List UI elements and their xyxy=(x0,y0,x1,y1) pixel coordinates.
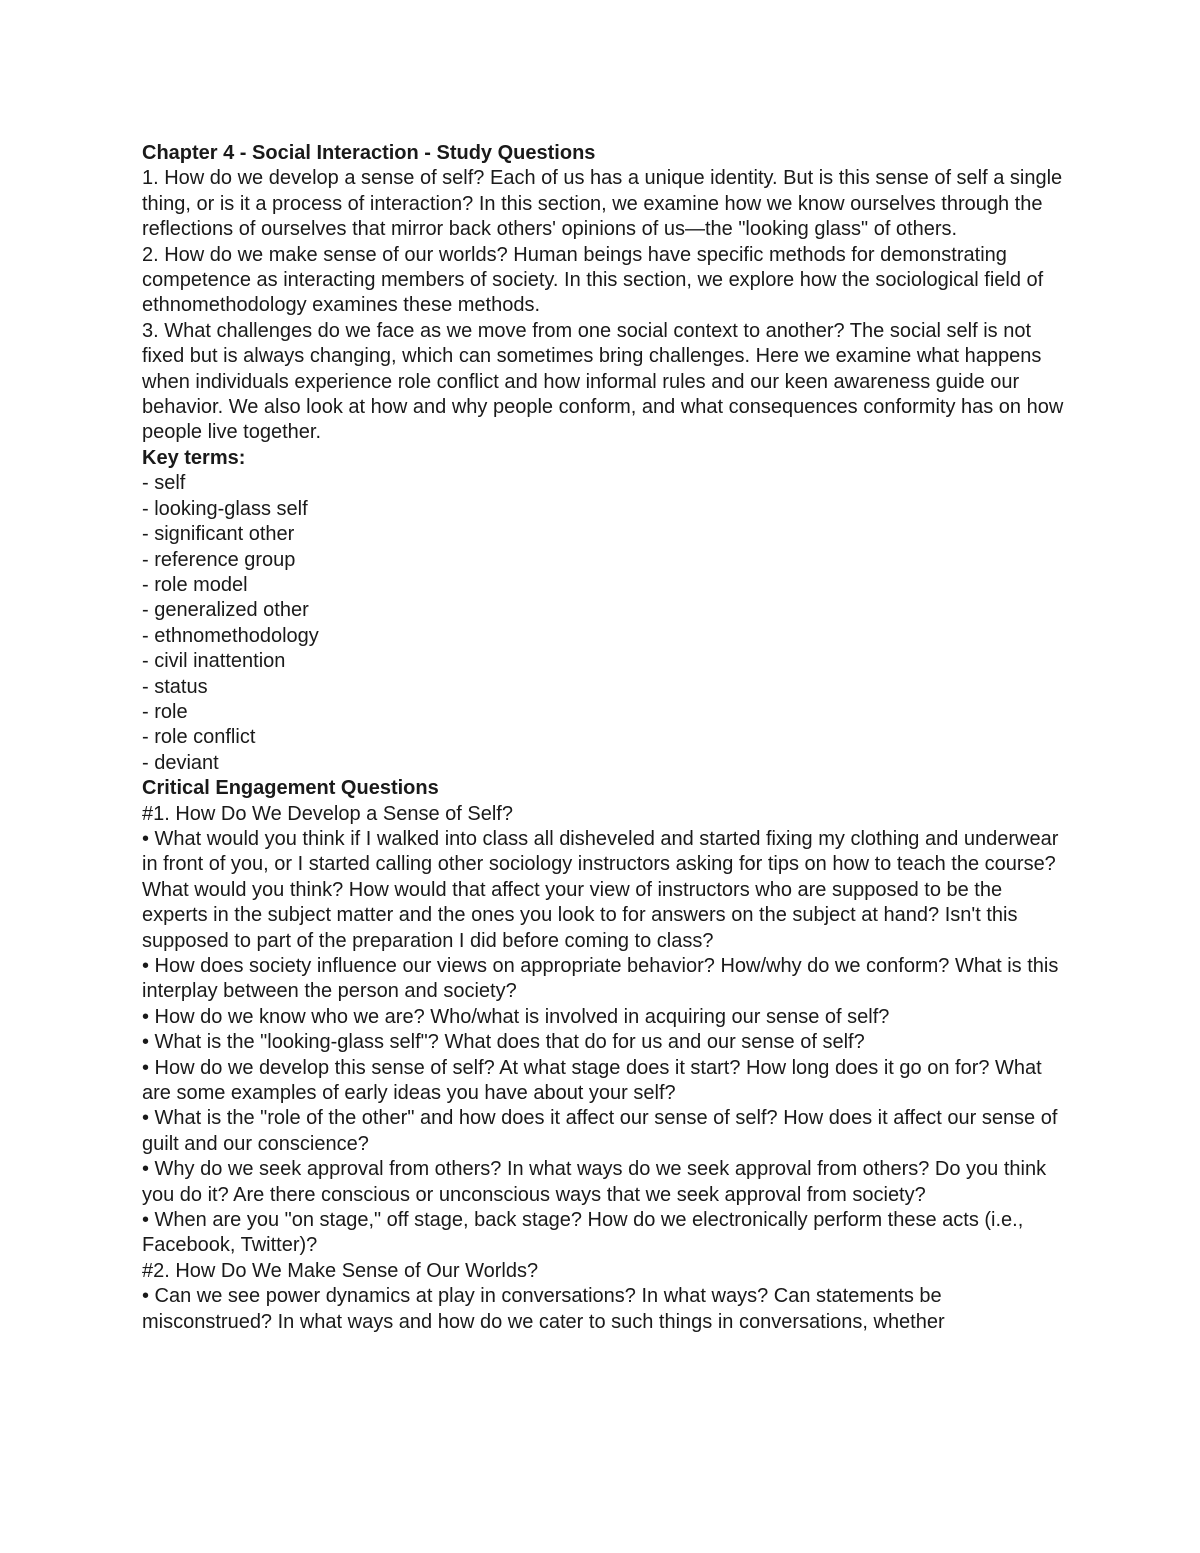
key-term-item: - generalized other xyxy=(142,599,309,622)
section-2-question: • Can we see power dynamics at play in conversations? In what ways? Can statements be misconstrued? In what ways and how do we cater to such things in conversations, whether xyxy=(142,1285,945,1333)
section-1-question: • What is the "looking-glass self"? What does that do for us and our sense of self? xyxy=(142,1031,865,1054)
section-1-question: • What is the "role of the other" and how does it affect our sense of self? How does it affect our sense of guilt and our conscience? xyxy=(142,1107,1058,1155)
section-1-question: • How do we know who we are? Who/what is involved in acquiring our sense of self? xyxy=(142,1005,890,1028)
section-2-heading: #2. How Do We Make Sense of Our Worlds? xyxy=(142,1259,539,1282)
section-1-question: • When are you "on stage," off stage, back stage? How do we electronically perform these acts (i.e., Facebook, Twitter)? xyxy=(142,1209,1024,1257)
section-1-question: • How do we develop this sense of self? At what stage does it start? How long does it go on for? What are some examples of early ideas you have about your self? xyxy=(142,1056,1042,1105)
key-term-item: - looking-glass self xyxy=(142,497,308,520)
section-1-question: • Why do we seek approval from others? In what ways do we seek approval from others? Do you think you do it? Are there conscious or unconscious ways that we seek approval from society? xyxy=(142,1158,1047,1206)
key-term-item: - role conflict xyxy=(142,726,256,749)
study-question-2: 2. How do we make sense of our worlds? Human beings have specific methods for demonstrating competence as interacting members of society. In this section, we explore how the sociological field of ethnomethodology examines these methods. xyxy=(142,243,1044,317)
key-term-item: - ethnomethodology xyxy=(142,624,319,647)
key-term-item: - civil inattention xyxy=(142,650,286,673)
key-term-item: - significant other xyxy=(142,523,295,546)
critical-engagement-heading: Critical Engagement Questions xyxy=(142,777,439,800)
section-1-question: • What would you think if I walked into class all disheveled and started fixing my clothing and underwear in front of you, or I started calling other sociology instructors asking for tips on how to teach the course? What would you think? How would that affect your view of instructors who are supposed to be the experts in the subject matter and the ones you look to for answers on the subject at hand? Isn't this supposed to part of the preparation I did before coming to class? xyxy=(142,827,1059,952)
key-term-item: - status xyxy=(142,675,208,698)
study-question-1: 1. How do we develop a sense of self? Each of us has a unique identity. But is this sense of self a single thing, or is it a process of interaction? In this section, we examine how we know ourselves through the reflections of ourselves that mirror back others' opinions of us—the "looking glass" of others. xyxy=(142,167,1063,241)
key-terms-heading: Key terms: xyxy=(142,446,246,469)
study-question-3: 3. What challenges do we face as we move from one social context to another? The social self is not fixed but is always changing, which can sometimes bring challenges. Here we examine what happens when individuals experience role conflict and how informal rules and our keen awareness guide our behavior. We also look at how and why people conform, and what consequences conformity has on how people live together. xyxy=(142,319,1064,444)
document-page xyxy=(142,141,1067,1335)
section-1-heading: #1. How Do We Develop a Sense of Self? xyxy=(142,802,513,825)
key-term-item: - role model xyxy=(142,573,248,596)
section-1-question: • How does society influence our views on appropriate behavior? How/why do we conform? What is this interplay between the person and society? xyxy=(142,955,1059,1003)
key-term-item: - role xyxy=(142,700,188,723)
key-term-item: - self xyxy=(142,472,186,495)
document-title: Chapter 4 - Social Interaction - Study Questions xyxy=(142,142,596,164)
key-term-item: - deviant xyxy=(142,751,219,774)
key-term-item: - reference group xyxy=(142,548,296,571)
